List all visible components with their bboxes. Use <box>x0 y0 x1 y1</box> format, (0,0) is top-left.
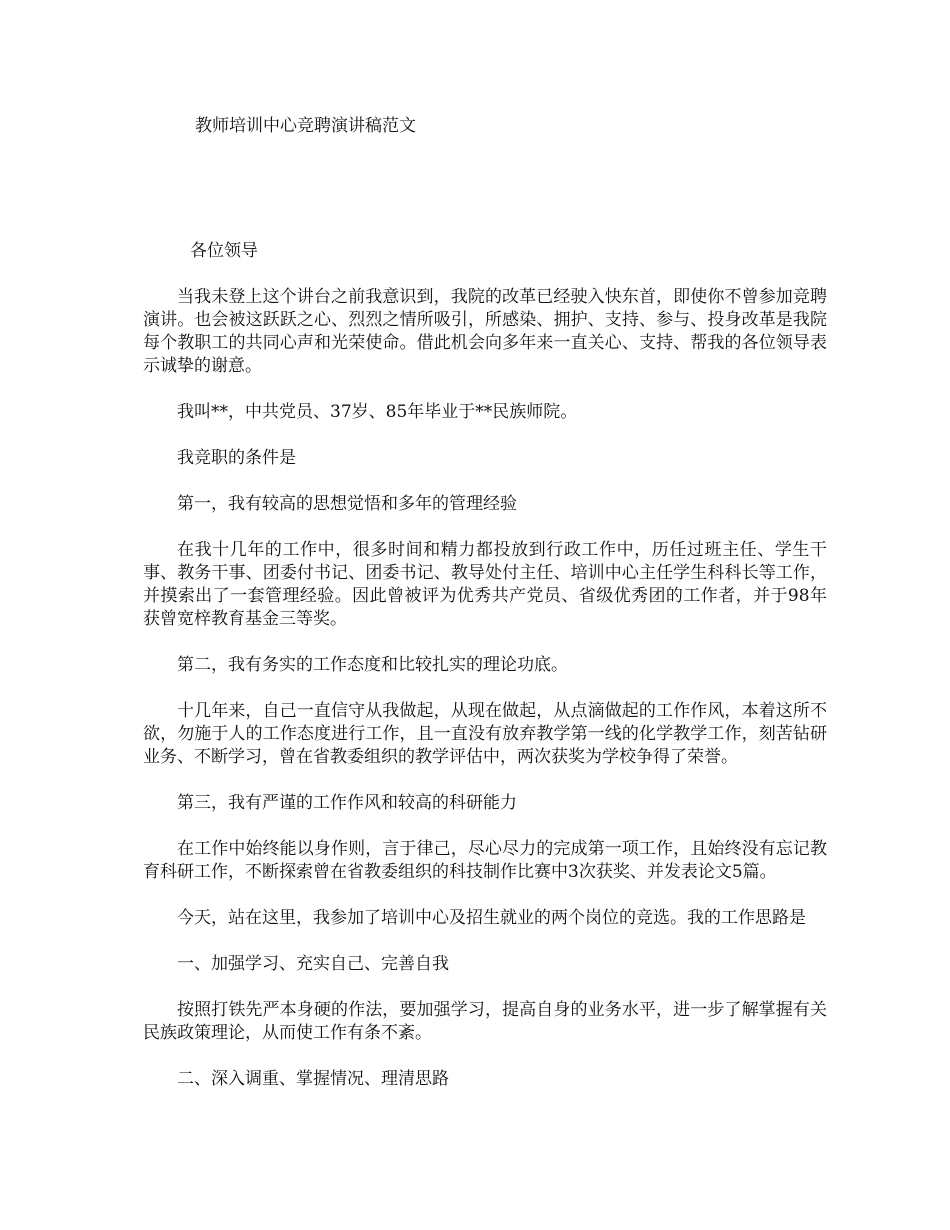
salutation: 各位领导 <box>190 241 258 261</box>
paragraph-point-one-heading: 第一，我有较高的思想觉悟和多年的管理经验 <box>177 494 517 514</box>
document-body <box>143 240 827 1114</box>
paragraph-point-two-body: 十几年来，自己一直信守从我做起，从现在做起，从点滴做起的工作作风，本着这所不欲，勿施于人的工作态度进行工作，且一直没有放弃教学第一线的化学教学工作，刻苦钻研业务、不断学习，曾在省教委组织的教学评估中，两次获奖为学校争得了荣誉。 <box>143 701 827 767</box>
paragraph-point-three-body: 在工作中始终能以身作则，言于律己，尽心尽力的完成第一项工作，且始终没有忘记教育科研工作，不断探索曾在省教委组织的科技制作比赛中3次获奖、并发表论文5篇。 <box>143 839 827 882</box>
paragraph-point-two-heading: 第二，我有务实的工作态度和比较扎实的理论功底。 <box>177 655 568 675</box>
paragraph-plan-one-body: 按照打铁先严本身硬的作法，要加强学习，提高自身的业务水平，进一步了解掌握有关民族政策理论，从而使工作有条不紊。 <box>143 1000 827 1043</box>
paragraph-introduction: 我叫**，中共党员、37岁、85年毕业于**民族师院。 <box>177 402 578 422</box>
paragraph-work-plan-intro: 今天，站在这里，我参加了培训中心及招生就业的两个岗位的竞选。我的工作思路是 <box>177 908 806 928</box>
paragraph-plan-one-heading: 一、加强学习、充实自己、完善自我 <box>177 954 449 974</box>
paragraph-point-one-body: 在我十几年的工作中，很多时间和精力都投放到行政工作中，历任过班主任、学生干事、教务干事、团委付书记、团委书记、教导处付主任、培训中心主任学生科科长等工作，并摸索出了一套管理经验。因此曾被评为优秀共产党员、省级优秀团的工作者，并于98年获曾宽梓教育基金三等奖。 <box>143 540 827 629</box>
paragraph-point-three-heading: 第三，我有严谨的工作作风和较高的科研能力 <box>177 793 517 813</box>
document-title: 教师培训中心竞聘演讲稿范文 <box>195 116 416 136</box>
paragraph-conditions-heading: 我竞职的条件是 <box>177 448 296 468</box>
paragraph-opening: 当我未登上这个讲台之前我意识到，我院的改革已经驶入快东首，即使你不曾参加竞聘演讲。也会被这跃跃之心、烈烈之情所吸引，所感染、拥护、支持、参与、投身改革是我院每个教职工的共同心声和光荣使命。借此机会向多年来一直关心、支持、帮我的各位领导表示诚挚的谢意。 <box>143 287 827 376</box>
paragraph-plan-two-heading: 二、深入调重、掌握情况、理清思路 <box>177 1069 449 1089</box>
